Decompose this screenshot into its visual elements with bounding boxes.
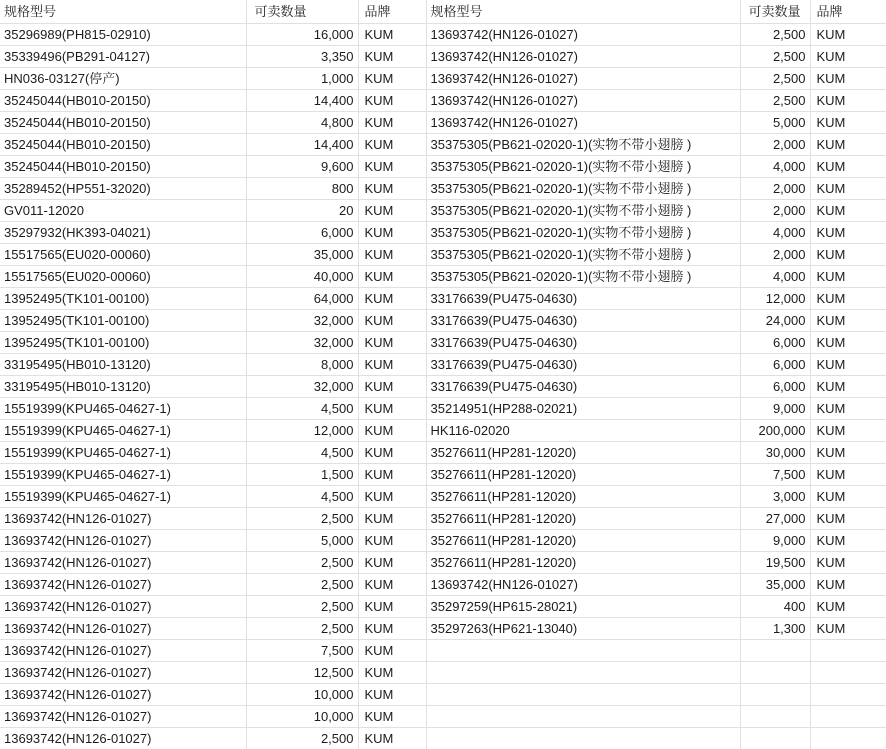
col-header-qty-left[interactable]: 可卖数量 (246, 0, 358, 23)
table-row (0, 199, 886, 221)
cell-model-right[interactable]: 13693742(HN126-01027) (426, 23, 740, 45)
cell-qty-right[interactable]: 12,000 (740, 287, 810, 309)
cell-model-right[interactable]: 35276611(HP281-12020) (426, 463, 740, 485)
table-row (0, 441, 886, 463)
cell-model-right[interactable]: 33176639(PU475-04630) (426, 309, 740, 331)
col-header-brand-left[interactable]: 品牌 (358, 0, 426, 23)
cell-qty-left[interactable]: 2,500 (246, 573, 358, 595)
cell-brand-left[interactable]: KUM (358, 199, 426, 221)
cell-brand-right[interactable] (810, 683, 886, 705)
cell-model-right[interactable]: 35276611(HP281-12020) (426, 551, 740, 573)
cell-model-right[interactable]: 35276611(HP281-12020) (426, 507, 740, 529)
table-row (0, 111, 886, 133)
cell-brand-left[interactable]: KUM (358, 243, 426, 265)
cell-brand-right[interactable] (810, 727, 886, 749)
cell-model-right[interactable]: 35297259(HP615-28021) (426, 595, 740, 617)
cell-model-left[interactable]: 13693742(HN126-01027) (0, 705, 246, 727)
cell-model-left[interactable]: 13693742(HN126-01027) (0, 595, 246, 617)
cell-brand-left[interactable]: KUM (358, 89, 426, 111)
cell-qty-right[interactable]: 5,000 (740, 111, 810, 133)
cell-model-left[interactable]: 35289452(HP551-32020) (0, 177, 246, 199)
cell-model-left[interactable]: 13693742(HN126-01027) (0, 727, 246, 749)
cell-model-left[interactable]: 13693742(HN126-01027) (0, 573, 246, 595)
cell-brand-left[interactable]: KUM (358, 639, 426, 661)
cell-brand-left[interactable]: KUM (358, 419, 426, 441)
cell-qty-left[interactable]: 3,350 (246, 45, 358, 67)
cell-brand-right[interactable]: KUM (810, 419, 886, 441)
cell-model-left[interactable]: 35297932(HK393-04021) (0, 221, 246, 243)
cell-brand-right[interactable]: KUM (810, 463, 886, 485)
cell-brand-right[interactable]: KUM (810, 309, 886, 331)
cell-qty-right[interactable]: 27,000 (740, 507, 810, 529)
cell-model-right[interactable]: 13693742(HN126-01027) (426, 67, 740, 89)
cell-model-left[interactable]: 35245044(HB010-20150) (0, 89, 246, 111)
cell-qty-left[interactable]: 6,000 (246, 221, 358, 243)
cell-qty-right[interactable]: 19,500 (740, 551, 810, 573)
cell-brand-right[interactable]: KUM (810, 45, 886, 67)
cell-model-left[interactable]: 15519399(KPU465-04627-1) (0, 397, 246, 419)
cell-brand-right[interactable]: KUM (810, 221, 886, 243)
cell-model-left[interactable]: 35339496(PB291-04127) (0, 45, 246, 67)
cell-qty-left[interactable]: 4,500 (246, 485, 358, 507)
table-row (0, 45, 886, 67)
cell-model-left[interactable]: 13693742(HN126-01027) (0, 529, 246, 551)
cell-brand-left[interactable]: KUM (358, 287, 426, 309)
cell-qty-left[interactable]: 1,000 (246, 67, 358, 89)
cell-model-left[interactable]: 33195495(HB010-13120) (0, 353, 246, 375)
cell-qty-left[interactable]: 2,500 (246, 727, 358, 749)
cell-brand-right[interactable] (810, 661, 886, 683)
cell-brand-right[interactable]: KUM (810, 111, 886, 133)
cell-brand-left[interactable]: KUM (358, 441, 426, 463)
cell-qty-left[interactable]: 40,000 (246, 265, 358, 287)
col-header-model-left[interactable]: 规格型号 (0, 0, 246, 23)
cell-qty-right[interactable] (740, 727, 810, 749)
cell-model-right[interactable]: 33176639(PU475-04630) (426, 287, 740, 309)
cell-brand-left[interactable]: KUM (358, 133, 426, 155)
cell-model-left[interactable]: GV011-12020 (0, 199, 246, 221)
cell-qty-left[interactable]: 4,500 (246, 441, 358, 463)
cell-qty-left[interactable]: 9,600 (246, 155, 358, 177)
cell-brand-right[interactable]: KUM (810, 331, 886, 353)
cell-qty-right[interactable] (740, 639, 810, 661)
cell-qty-left[interactable]: 2,500 (246, 551, 358, 573)
cell-qty-right[interactable]: 9,000 (740, 397, 810, 419)
cell-model-right[interactable] (426, 683, 740, 705)
table-row (0, 89, 886, 111)
cell-brand-left[interactable]: KUM (358, 661, 426, 683)
table-row (0, 353, 886, 375)
cell-brand-left[interactable]: KUM (358, 331, 426, 353)
cell-brand-left[interactable]: KUM (358, 375, 426, 397)
cell-qty-left[interactable]: 1,500 (246, 463, 358, 485)
cell-model-left[interactable]: 15519399(KPU465-04627-1) (0, 441, 246, 463)
cell-qty-left[interactable]: 2,500 (246, 595, 358, 617)
cell-qty-left[interactable]: 7,500 (246, 639, 358, 661)
cell-qty-left[interactable]: 32,000 (246, 309, 358, 331)
cell-brand-right[interactable]: KUM (810, 617, 886, 639)
cell-model-right[interactable]: 35375305(PB621-02020-1)(实物不带小翅膀 ) (426, 243, 740, 265)
cell-model-right[interactable]: 13693742(HN126-01027) (426, 111, 740, 133)
cell-model-left[interactable]: 13693742(HN126-01027) (0, 551, 246, 573)
cell-model-left[interactable]: 13952495(TK101-00100) (0, 287, 246, 309)
cell-brand-right[interactable]: KUM (810, 353, 886, 375)
table-row (0, 529, 886, 551)
cell-model-left[interactable]: 15517565(EU020-00060) (0, 265, 246, 287)
cell-brand-left[interactable]: KUM (358, 617, 426, 639)
cell-model-right[interactable]: 13693742(HN126-01027) (426, 45, 740, 67)
cell-brand-left[interactable]: KUM (358, 507, 426, 529)
cell-brand-right[interactable]: KUM (810, 507, 886, 529)
table-row (0, 397, 886, 419)
cell-model-left[interactable]: 35245044(HB010-20150) (0, 155, 246, 177)
cell-qty-left[interactable]: 20 (246, 199, 358, 221)
cell-qty-right[interactable] (740, 661, 810, 683)
cell-model-right[interactable]: 35375305(PB621-02020-1)(实物不带小翅膀 ) (426, 155, 740, 177)
cell-qty-left[interactable]: 10,000 (246, 683, 358, 705)
cell-brand-left[interactable]: KUM (358, 485, 426, 507)
cell-qty-left[interactable]: 12,000 (246, 419, 358, 441)
cell-model-right[interactable]: 35375305(PB621-02020-1)(实物不带小翅膀 ) (426, 221, 740, 243)
cell-brand-right[interactable]: KUM (810, 397, 886, 419)
cell-qty-right[interactable]: 2,000 (740, 133, 810, 155)
cell-model-right[interactable] (426, 639, 740, 661)
cell-qty-left[interactable]: 4,800 (246, 111, 358, 133)
col-header-brand-right[interactable]: 品牌 (810, 0, 886, 23)
cell-model-right[interactable] (426, 705, 740, 727)
cell-brand-left[interactable]: KUM (358, 727, 426, 749)
cell-qty-left[interactable]: 14,400 (246, 89, 358, 111)
cell-qty-right[interactable]: 35,000 (740, 573, 810, 595)
cell-brand-right[interactable] (810, 639, 886, 661)
cell-brand-left[interactable]: KUM (358, 177, 426, 199)
cell-qty-right[interactable]: 2,500 (740, 23, 810, 45)
cell-model-left[interactable]: 35245044(HB010-20150) (0, 133, 246, 155)
cell-brand-right[interactable]: KUM (810, 265, 886, 287)
cell-model-left[interactable]: 15519399(KPU465-04627-1) (0, 463, 246, 485)
cell-qty-right[interactable]: 7,500 (740, 463, 810, 485)
cell-qty-left[interactable]: 14,400 (246, 133, 358, 155)
cell-model-right[interactable]: 35375305(PB621-02020-1)(实物不带小翅膀 ) (426, 265, 740, 287)
table-row (0, 683, 886, 705)
cell-model-left[interactable]: 13693742(HN126-01027) (0, 617, 246, 639)
cell-model-left[interactable]: 13952495(TK101-00100) (0, 331, 246, 353)
cell-model-right[interactable]: 33176639(PU475-04630) (426, 331, 740, 353)
cell-model-left[interactable]: 13952495(TK101-00100) (0, 309, 246, 331)
cell-qty-right[interactable]: 2,500 (740, 67, 810, 89)
cell-model-right[interactable]: 33176639(PU475-04630) (426, 375, 740, 397)
cell-qty-right[interactable] (740, 683, 810, 705)
cell-model-left[interactable]: 35245044(HB010-20150) (0, 111, 246, 133)
cell-qty-left[interactable]: 2,500 (246, 617, 358, 639)
table-row (0, 595, 886, 617)
table-row (0, 221, 886, 243)
cell-brand-left[interactable]: KUM (358, 309, 426, 331)
cell-qty-right[interactable]: 30,000 (740, 441, 810, 463)
cell-qty-left[interactable]: 16,000 (246, 23, 358, 45)
cell-model-right[interactable]: 35375305(PB621-02020-1)(实物不带小翅膀 ) (426, 133, 740, 155)
cell-brand-left[interactable]: KUM (358, 111, 426, 133)
table-row (0, 287, 886, 309)
table-row (0, 155, 886, 177)
cell-qty-right[interactable]: 4,000 (740, 155, 810, 177)
table-row (0, 177, 886, 199)
table-row (0, 309, 886, 331)
cell-brand-right[interactable]: KUM (810, 67, 886, 89)
table-row (0, 375, 886, 397)
table-row (0, 551, 886, 573)
cell-brand-right[interactable]: KUM (810, 441, 886, 463)
cell-qty-left[interactable]: 64,000 (246, 287, 358, 309)
cell-qty-right[interactable]: 400 (740, 595, 810, 617)
cell-brand-left[interactable]: KUM (358, 573, 426, 595)
cell-qty-right[interactable]: 2,000 (740, 199, 810, 221)
cell-model-right[interactable]: 13693742(HN126-01027) (426, 89, 740, 111)
cell-qty-right[interactable]: 4,000 (740, 221, 810, 243)
cell-model-left[interactable]: 35296989(PH815-02910) (0, 23, 246, 45)
cell-model-left[interactable]: 15519399(KPU465-04627-1) (0, 485, 246, 507)
table-row (0, 639, 886, 661)
cell-qty-right[interactable]: 6,000 (740, 331, 810, 353)
table-row (0, 23, 886, 45)
cell-brand-right[interactable] (810, 705, 886, 727)
table-row (0, 507, 886, 529)
cell-model-right[interactable]: 35375305(PB621-02020-1)(实物不带小翅膀 ) (426, 199, 740, 221)
col-header-model-right[interactable]: 规格型号 (426, 0, 740, 23)
cell-qty-right[interactable]: 2,500 (740, 45, 810, 67)
cell-model-left[interactable]: HN036-03127(停产) (0, 67, 246, 89)
table-row (0, 243, 886, 265)
cell-qty-right[interactable]: 2,500 (740, 89, 810, 111)
cell-brand-right[interactable]: KUM (810, 89, 886, 111)
cell-qty-left[interactable]: 8,000 (246, 353, 358, 375)
cell-brand-left[interactable]: KUM (358, 265, 426, 287)
cell-brand-left[interactable]: KUM (358, 529, 426, 551)
cell-brand-left[interactable]: KUM (358, 155, 426, 177)
cell-model-right[interactable]: 35297263(HP621-13040) (426, 617, 740, 639)
cell-brand-right[interactable]: KUM (810, 375, 886, 397)
cell-model-right[interactable]: 35276611(HP281-12020) (426, 485, 740, 507)
cell-model-right[interactable] (426, 727, 740, 749)
cell-brand-left[interactable]: KUM (358, 221, 426, 243)
cell-model-right[interactable]: 33176639(PU475-04630) (426, 353, 740, 375)
cell-qty-left[interactable]: 32,000 (246, 331, 358, 353)
cell-brand-right[interactable]: KUM (810, 551, 886, 573)
cell-brand-left[interactable]: KUM (358, 67, 426, 89)
cell-brand-right[interactable]: KUM (810, 243, 886, 265)
cell-brand-right[interactable]: KUM (810, 573, 886, 595)
table-row (0, 727, 886, 749)
cell-qty-right[interactable]: 4,000 (740, 265, 810, 287)
cell-model-right[interactable]: 35375305(PB621-02020-1)(实物不带小翅膀 ) (426, 177, 740, 199)
cell-brand-right[interactable]: KUM (810, 595, 886, 617)
col-header-qty-right[interactable]: 可卖数量 (740, 0, 810, 23)
cell-brand-left[interactable]: KUM (358, 397, 426, 419)
table-row (0, 419, 886, 441)
cell-model-right[interactable]: 13693742(HN126-01027) (426, 573, 740, 595)
cell-qty-right[interactable]: 200,000 (740, 419, 810, 441)
cell-qty-left[interactable]: 32,000 (246, 375, 358, 397)
cell-qty-right[interactable]: 2,000 (740, 243, 810, 265)
cell-model-left[interactable]: 13693742(HN126-01027) (0, 661, 246, 683)
table-row (0, 573, 886, 595)
cell-brand-left[interactable]: KUM (358, 595, 426, 617)
cell-brand-right[interactable]: KUM (810, 529, 886, 551)
cell-qty-left[interactable]: 800 (246, 177, 358, 199)
cell-brand-right[interactable]: KUM (810, 199, 886, 221)
cell-brand-left[interactable]: KUM (358, 705, 426, 727)
cell-brand-left[interactable]: KUM (358, 23, 426, 45)
table-row (0, 67, 886, 89)
cell-model-right[interactable]: 35276611(HP281-12020) (426, 529, 740, 551)
cell-qty-left[interactable]: 5,000 (246, 529, 358, 551)
cell-brand-right[interactable]: KUM (810, 23, 886, 45)
cell-model-right[interactable]: 35214951(HP288-02021) (426, 397, 740, 419)
header-row (0, 0, 886, 23)
cell-qty-right[interactable] (740, 705, 810, 727)
cell-model-left[interactable]: 13693742(HN126-01027) (0, 507, 246, 529)
cell-qty-left[interactable]: 10,000 (246, 705, 358, 727)
cell-qty-left[interactable]: 35,000 (246, 243, 358, 265)
table-row (0, 133, 886, 155)
cell-brand-left[interactable]: KUM (358, 683, 426, 705)
cell-model-left[interactable]: 13693742(HN126-01027) (0, 683, 246, 705)
cell-qty-right[interactable]: 6,000 (740, 375, 810, 397)
cell-brand-left[interactable]: KUM (358, 45, 426, 67)
cell-brand-right[interactable]: KUM (810, 155, 886, 177)
cell-model-left[interactable]: 13693742(HN126-01027) (0, 639, 246, 661)
cell-qty-left[interactable]: 12,500 (246, 661, 358, 683)
cell-brand-left[interactable]: KUM (358, 353, 426, 375)
cell-brand-right[interactable]: KUM (810, 177, 886, 199)
table-row (0, 485, 886, 507)
cell-brand-left[interactable]: KUM (358, 551, 426, 573)
cell-model-right[interactable] (426, 661, 740, 683)
cell-model-left[interactable]: 15517565(EU020-00060) (0, 243, 246, 265)
cell-brand-right[interactable]: KUM (810, 287, 886, 309)
cell-qty-right[interactable]: 1,300 (740, 617, 810, 639)
table-row (0, 463, 886, 485)
table-row (0, 265, 886, 287)
cell-brand-right[interactable]: KUM (810, 133, 886, 155)
cell-qty-left[interactable]: 4,500 (246, 397, 358, 419)
cell-qty-right[interactable]: 3,000 (740, 485, 810, 507)
table-row (0, 331, 886, 353)
table-row (0, 617, 886, 639)
table-row (0, 705, 886, 727)
cell-brand-right[interactable]: KUM (810, 485, 886, 507)
cell-model-right[interactable]: HK116-02020 (426, 419, 740, 441)
cell-qty-right[interactable]: 24,000 (740, 309, 810, 331)
cell-model-left[interactable]: 33195495(HB010-13120) (0, 375, 246, 397)
cell-qty-right[interactable]: 9,000 (740, 529, 810, 551)
cell-model-left[interactable]: 15519399(KPU465-04627-1) (0, 419, 246, 441)
cell-model-right[interactable]: 35276611(HP281-12020) (426, 441, 740, 463)
table-row (0, 661, 886, 683)
cell-brand-left[interactable]: KUM (358, 463, 426, 485)
cell-qty-left[interactable]: 2,500 (246, 507, 358, 529)
cell-qty-right[interactable]: 6,000 (740, 353, 810, 375)
cell-qty-right[interactable]: 2,000 (740, 177, 810, 199)
